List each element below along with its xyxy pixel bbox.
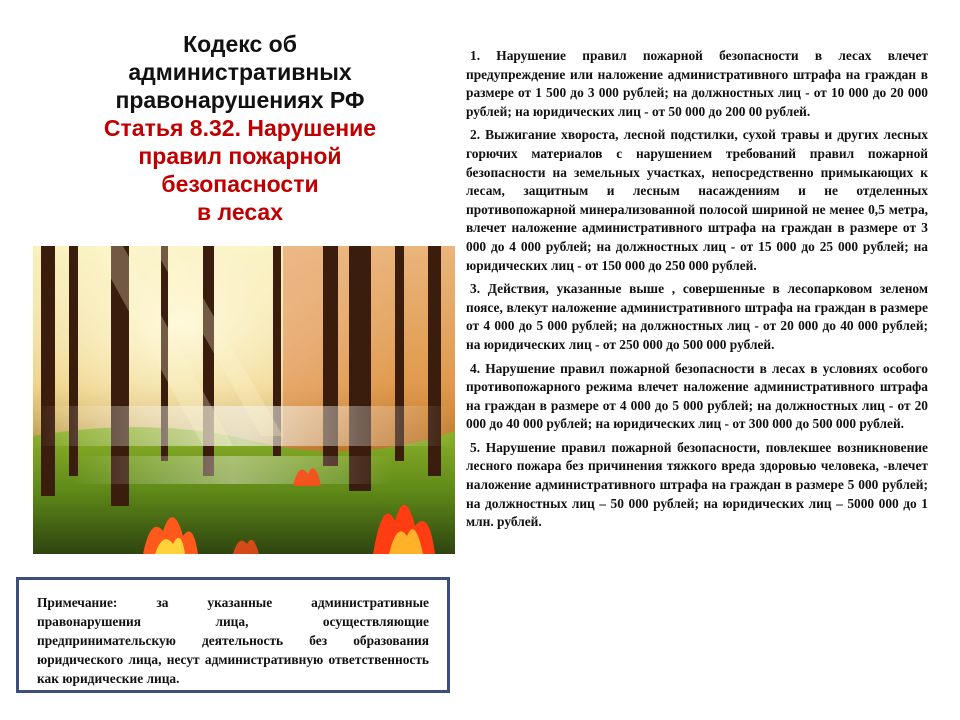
- code-title-line3: правонарушениях РФ: [115, 87, 365, 113]
- article-part-2: 2. Выжигание хвороста, лесной подстилки, сухой травы и других лесных горючих материалов с нарушением требований правил пожарной безопасности на земельных участках, непосредственно примыкающих к лесам, защитным и лесным насаждениям и не отделенных противопожарной минерализованной полосой шириной не менее 0,5 метра, влечет наложение административного штрафа на граждан в размере от 3 000 до 4 000 рублей; на должностных лиц - от 15 000 до 25 000 рублей; на юридических лиц - от 150 000 до 250 000 рублей.: [466, 127, 928, 273]
- article-title-line3: безопасности: [161, 171, 319, 197]
- article-list: [466, 47, 928, 537]
- code-title-line1: Кодекс об: [183, 31, 297, 57]
- article-title-line1: Статья 8.32. Нарушение: [103, 115, 377, 141]
- article-part-5: 5. Нарушение правил пожарной безопасности, повлекшее возникновение лесного пожара без причинения тяжкого вреда здоровью человека, -влечет наложение административного штрафа на граждан в размере 5 000 рублей; на должностных лиц – 50 000 рублей; на юридических лиц – 5000 000 до 1 млн. рублей.: [466, 439, 928, 530]
- code-title-line2: административных: [128, 59, 352, 85]
- note-box: [16, 577, 450, 693]
- article-part-1: 1. Нарушение правил пожарной безопасности в лесах влечет предупреждение или наложение административного штрафа на граждан в размере от 1 500 до 3 000 рублей; на должностных лиц - от 10 000 до 20 000 рублей; на юридических лиц - от 50 000 до 200 00 рублей.: [466, 48, 928, 119]
- article-part-3: 3. Действия, указанные выше , совершенные в лесопарковом зеленом поясе, влекут наложение административного штрафа на граждан в размере от 4 000 до 5 000 рублей; на должностных лиц - от 20 000 до 40 000 рублей; на юридических лиц - от 250 000 до 500 000 рублей.: [466, 281, 928, 352]
- article-title-line4: в лесах: [197, 199, 283, 225]
- note-text: Примечание: за указанные административные правонарушения лица, осуществляющие предпринимательскую деятельность без образования юридического лица, несут административную ответственность как юридические лица.: [37, 595, 429, 686]
- title-block: [40, 30, 440, 226]
- forest-fire-photo: [33, 246, 455, 554]
- article-title-line2: правил пожарной: [138, 143, 342, 169]
- article-part-4: 4. Нарушение правил пожарной безопасности в лесах в условиях особого противопожарного режима влечет наложение административного штрафа на граждан в размере от 4 000 до 5 000 рублей; на должностных лиц - от 20 000 до 40 000 рублей; на юридических лиц - от 300 000 до 500 000 рублей.: [466, 360, 928, 432]
